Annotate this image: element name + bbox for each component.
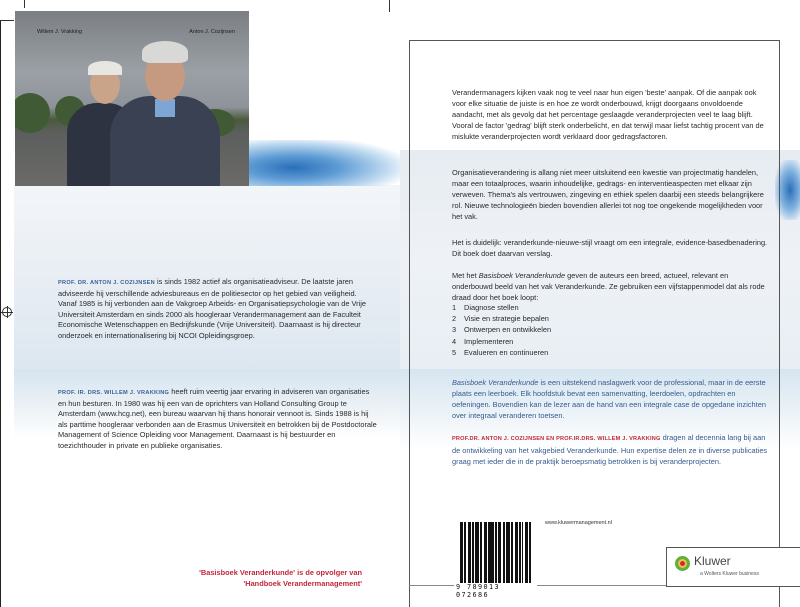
publisher-name: Kluwer [694, 554, 731, 568]
author-bio-vrakking: PROF. IR. DRS. WILLEM J. VRAKKING heeft ruim veertig jaar ervaring in adviseren van organisaties en hun besturen. In 1980 was hij een van de oprichters van Holland Consulting Group te Amsterdam (www.hcg.net), een bureau waarvan hij thans honorair vennoot is. Sinds 1988 is hij als parttime hoogleraar verbonden aan de Erasmus Universiteit en betrokken bij de Postdoctorale Management of Science Opleiding voor Management. Daarnaast is hij bestuurder en toezichthouder in private en publieke organisaties. [58, 387, 377, 450]
water-splash-image [248, 140, 400, 186]
registration-mark-icon [2, 307, 12, 317]
five-step-model-list [452, 302, 551, 358]
publisher-website: www.kluwermanagement.nl [545, 520, 612, 526]
blurb-paragraph-3: Het is duidelijk: veranderkunde-nieuwe-stijl vraagt om een integrale, evidence-basedbenadering. Dit boek doet daarvan verslag. [452, 238, 768, 258]
isbn-number: 9 789013 072686 [454, 583, 537, 599]
list-item: 1 Diagnose stellen [452, 303, 519, 312]
crop-mark [0, 21, 1, 607]
blurb-paragraph-2: Organisatieverandering is allang niet meer uitsluitend een kwestie van projectmatig handelen, maar een totaalproces, waarin inhoudelijke, gedrags- en interventieaspecten met elkaar zijn verweven. Thema's als vertrouwen, zingeving en ethiek spelen daarbij een steeds belangrijkere rol. Nieuwe technologieën bieden bovendien allerlei tot nog toe ongekende mogelijkheden voor het vak. [452, 168, 764, 221]
blurb-paragraph-1: Verandermanagers kijken vaak nog te veel naar hun eigen 'beste' aanpak. Of die aanpak ook voor elke situatie de juiste is en hoe ze wordt onderbouwd, krijgt doorgaans onvoldoende aandacht, met als gevolg dat het percentage geslaagde veranderprojecten veel te laag blijft. Vooral de factor 'gedrag' blijft sterk onderbelicht, en dat terwijl maar liefst tachtig procent van de mislukte veranderprojecten wordt verklaard door gedragsfactoren. [452, 88, 764, 141]
successor-note: 'Basisboek Veranderkunde' is de opvolger van 'Handboek Verandermanagement' [199, 568, 362, 588]
list-item: 3 Ontwerpen en ontwikkelen [452, 325, 552, 335]
crop-mark [24, 0, 25, 8]
photo-caption-cozijnsen: Anton J. Cozijnsen [189, 29, 235, 35]
author-name: PROF. IR. DRS. WILLEM J. VRAKKING [58, 390, 170, 396]
author-bio-cozijnsen: PROF. DR. ANTON J. COZIJNSEN is sinds 1982 actief als organisatieadviseur. De laatste jaren adviseerde hij verschillende adviesbureaus en de politiesector op het gebied van veiligheid. Vanaf 1985 is hij verbonden aan de Vakgroep Arbeids- en Organisatiepsychologie van de Vrije Universiteit Amsterdam en sinds 2000 als hoogleraar Verandermanagement aan de Faculteit Economische Wetenschappen en Bedrijfskunde (Vrije Universiteit). Daarnaast is hij directeur onderzoek en internationalisering bij NCOI Opleidingsgroep. [58, 277, 367, 340]
publisher-logo-box [666, 547, 800, 587]
blurb-paragraph-5: Basisboek Veranderkunde is een uitstekend naslagwerk voor de professional, maar in de eerste plaats een leerboek. Elk hoofdstuk bevat een samenvatting, leerdoelen, opdrachten en oefeningen. Bovendien kan de lezer aan de hand van een integrale case de opgedane inzichten over integraal veranderen toetsen. [452, 378, 766, 420]
blurb-paragraph-6: PROF.DR. ANTON J. COZIJNSEN EN PROF.IR.DRS. WILLEM J. VRAKKING dragen al decennia lang bij aan de ontwikkeling van het vakgebied Veranderkunde. Hun expertise delen ze in diverse publicaties graag met ieder die in de praktijk beroepsmatig betrokken is bij veranderprojecten. [452, 433, 768, 466]
blurb-paragraph-4: Met het Basisboek Veranderkunde geven de auteurs een breed, actueel, relevant en onderbouwd beeld van het vak Veranderkunde. Ze gebruiken een vijfstappenmodel dat als rode draad door het boek loopt: [452, 271, 765, 302]
list-item: 4 Implementeren [452, 336, 514, 346]
photo-caption-vrakking: Willem J. Vrakking [37, 29, 83, 35]
publisher-tagline: a Wolters Kluwer business [700, 571, 759, 577]
list-item: 2 Visie en strategie bepalen [452, 314, 549, 324]
crop-mark [0, 20, 14, 21]
isbn-barcode [456, 522, 537, 599]
barcode-bars [460, 522, 537, 584]
kluwer-globe-icon [675, 556, 690, 571]
crop-mark [389, 0, 390, 12]
list-item: 5 Evalueren en continueren [452, 347, 549, 357]
author-photo [15, 11, 249, 186]
author-name: PROF. DR. ANTON J. COZIJNSEN [58, 280, 155, 286]
